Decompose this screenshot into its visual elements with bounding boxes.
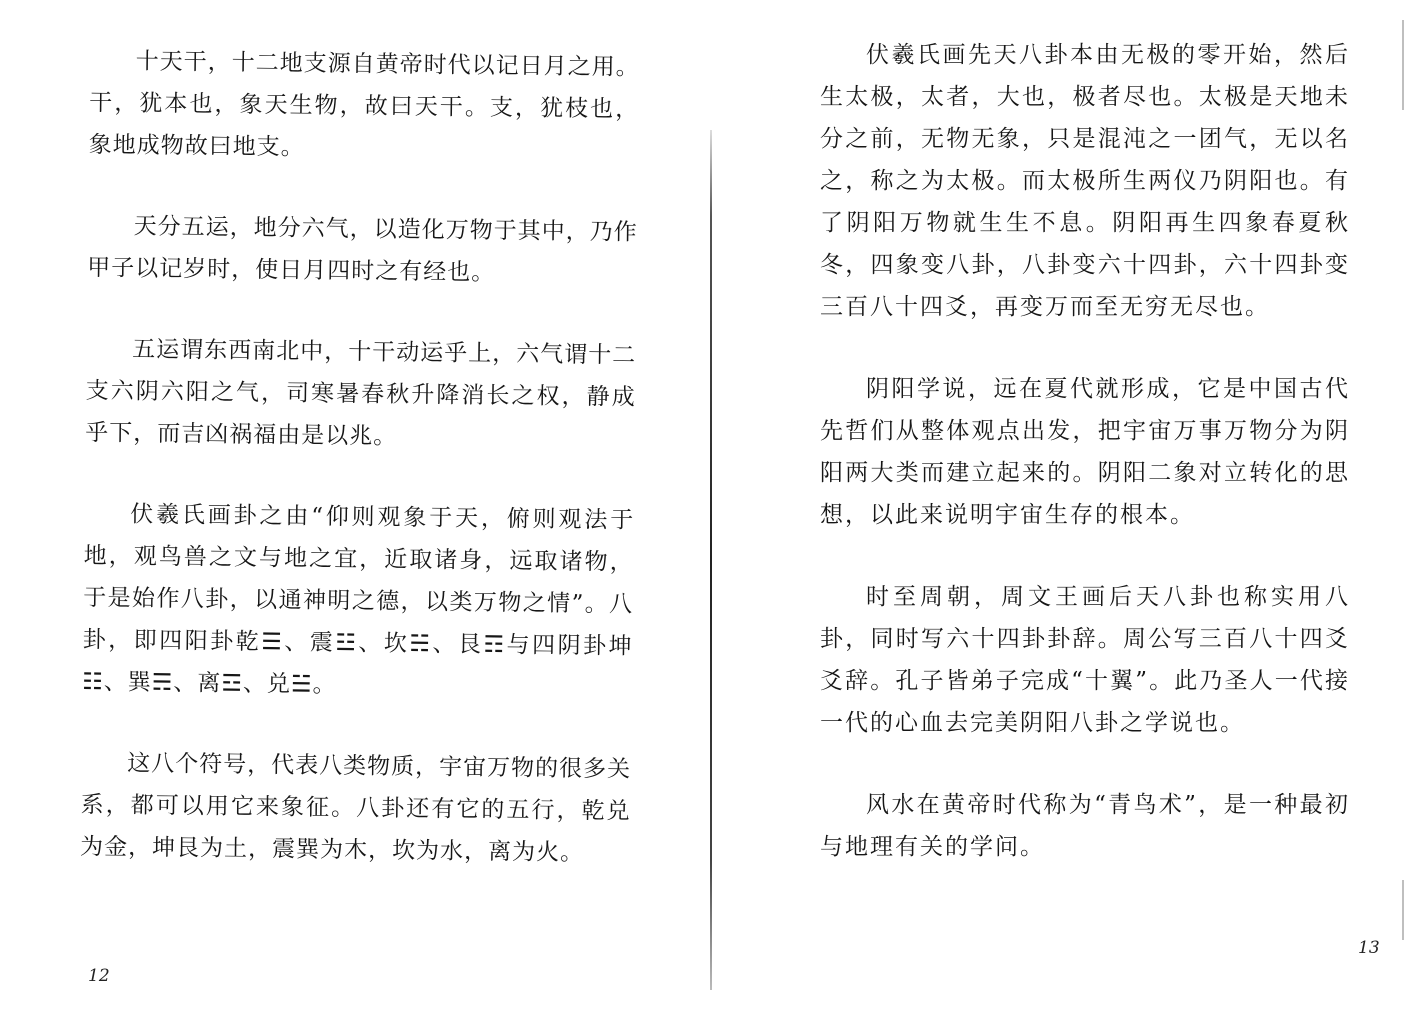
right-page <box>820 34 1350 908</box>
left-paragraph-1: 十天干，十二地支源自黄帝时代以记日月之用。干，犹本也，象天生物，故曰天干。支，犹枝也，象地成物故曰地支。 <box>88 48 640 161</box>
left-paragraph-5: 这八个符号，代表八类物质，宇宙万物的很多关系，都可以用它来象征。八卦还有它的五行，乾兑为金，坤艮为土，震巽为木，坎为水，离为火。 <box>79 750 632 867</box>
left-paragraph-4: 伏羲氏画卦之由“仰则观象于天，俯则观法于地，观鸟兽之文与地之宜，近取诸身，远取诸物，于是始作八卦，以通神明之德，以类万物之情”。八卦，即四阳卦乾☰、震☳、坎☵、艮☶与四阴卦坤☷、巽☴、离☲、兑☱。 <box>81 501 635 699</box>
left-paragraph-2: 天分五运，地分六气，以造化万物于其中，乃作甲子以记岁时，使日月四时之有经也。 <box>87 213 638 286</box>
left-page-number: 12 <box>88 966 110 986</box>
left-paragraph-3: 五运谓东西南北中，十干动运乎上，六气谓十二支六阴六阳之气，司寒暑春秋升降消长之权，静成乎下，而吉凶祸福由是以兆。 <box>85 336 637 450</box>
left-page <box>79 40 640 914</box>
right-paragraph-3: 时至周朝，周文王画后天八卦也称实用八卦，同时写六十四卦卦辞。周公写三百八十四爻爻辞。孔子皆弟子完成“十翼”。此乃圣人一代接一代的心血去完美阴阳八卦之学说也。 <box>820 584 1350 736</box>
right-page-number: 13 <box>1358 938 1380 958</box>
right-paragraph-2: 阴阳学说，远在夏代就形成，它是中国古代先哲们从整体观点出发，把宇宙万事万物分为阴阳两大类而建立起来的。阴阳二象对立转化的思想，以此来说明宇宙生存的根本。 <box>820 376 1350 528</box>
book-gutter-divider <box>710 130 712 990</box>
right-paragraph-1: 伏羲氏画先天八卦本由无极的零开始，然后生太极，太者，大也，极者尽也。太极是天地未分之前，无物无象，只是混沌之一团气，无以名之，称之为太极。而太极所生两仪乃阴阳也。有了阴阳万物就生生不息。阴阳再生四象春夏秋冬，四象变八卦，八卦变六十四卦，六十四卦变三百八十四爻，再变万而至无穷无尽也。 <box>820 42 1350 320</box>
right-paragraph-4: 风水在黄帝时代称为“青鸟术”，是一种最初与地理有关的学问。 <box>820 792 1350 860</box>
